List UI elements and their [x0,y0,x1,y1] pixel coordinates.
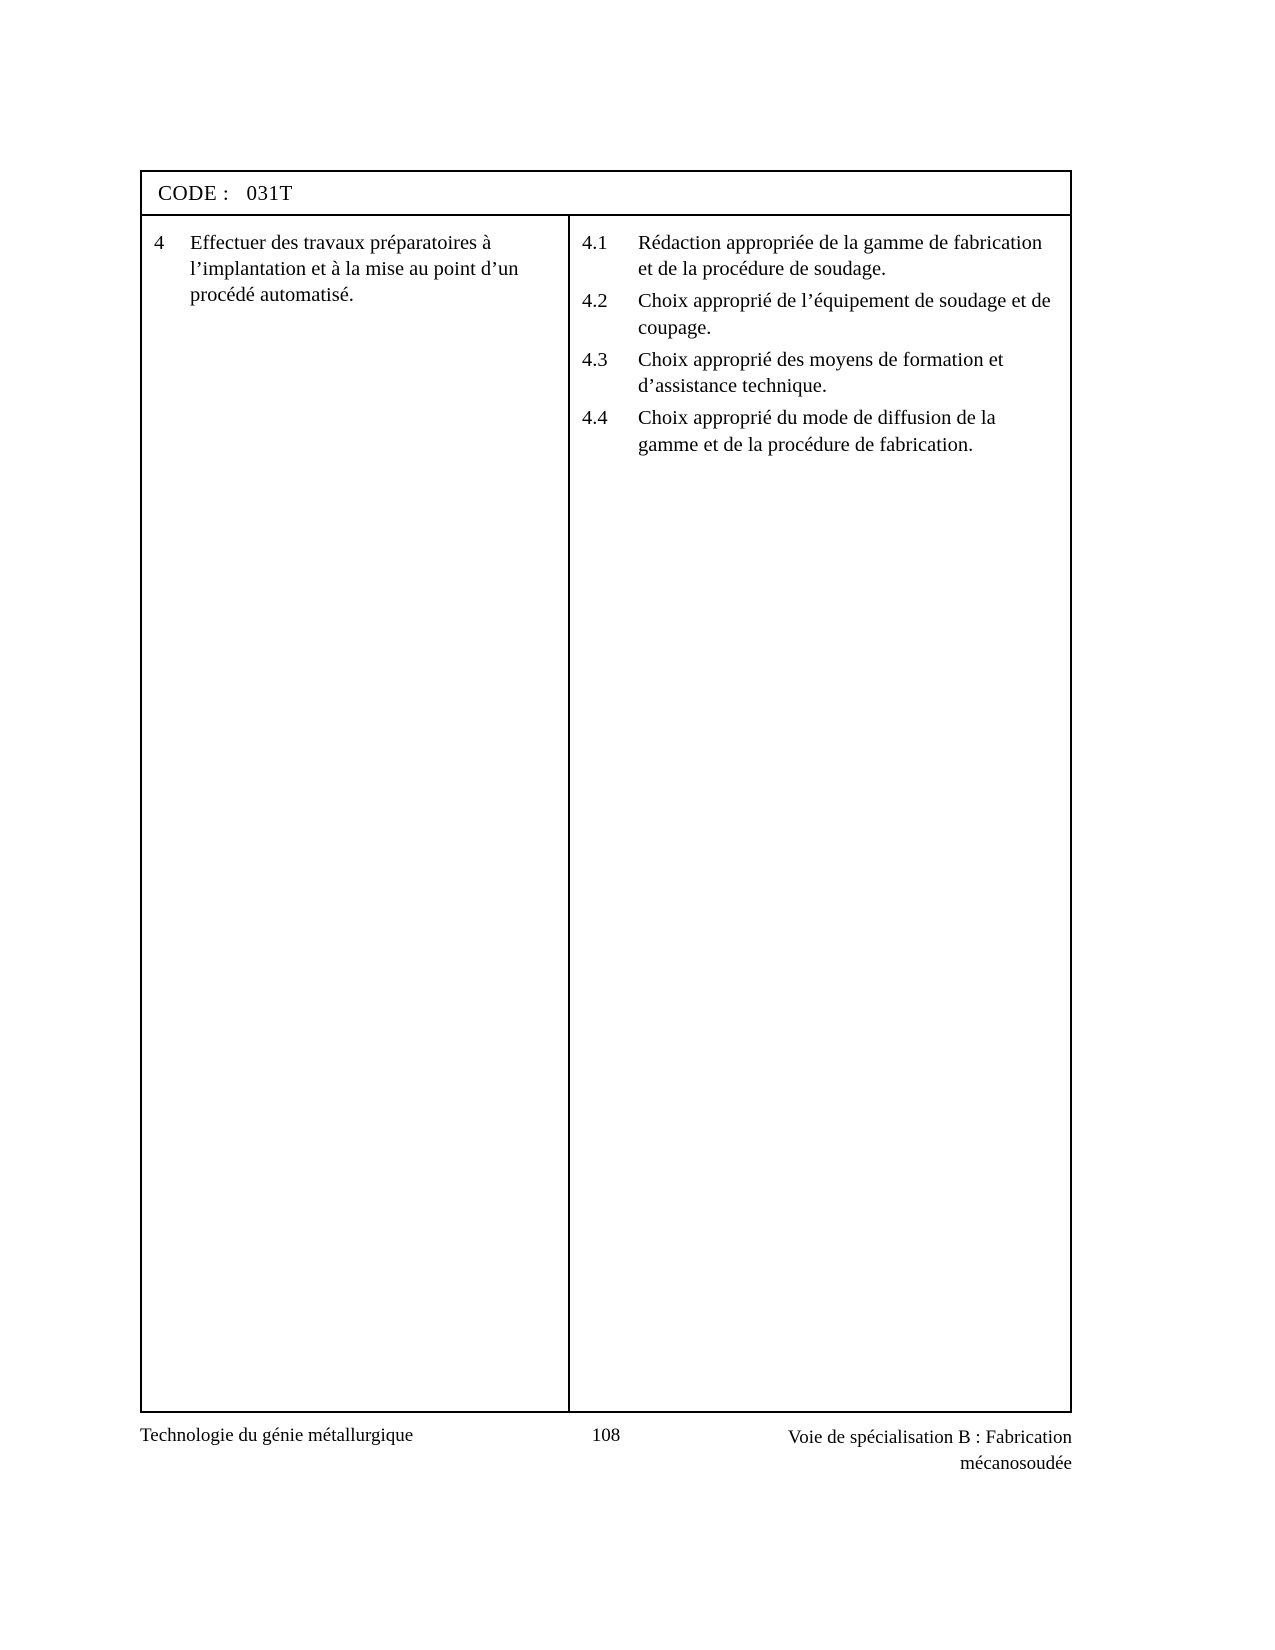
criterion-item [582,347,1056,399]
criterion-text: Choix approprié de l’équipement de soudage et de coupage. [638,290,1051,339]
code-row [142,172,1070,216]
code-label [142,181,293,206]
footer-page-number: 108 [591,1425,621,1446]
criterion-text: Choix approprié du mode de diffusion de la gamme et de la procédure de fabrication. [638,407,996,456]
criterion-item [582,405,1056,457]
criterion-item [582,230,1056,282]
criterion-number: 4.4 [582,407,608,430]
competency-table [140,170,1072,1413]
footer-left-text: Technologie du génie métallurgique [140,1425,414,1446]
code-label-text: CODE : [158,180,230,205]
criterion-item [582,288,1056,340]
competency-number: 4 [154,232,165,254]
criteria-column [570,216,1070,1411]
code-value: 031T [246,180,293,205]
criterion-text: Rédaction appropriée de la gamme de fabrication et de la procédure de soudage. [638,232,1043,281]
competency-body-row [142,216,1070,1411]
page-footer [140,1425,1072,1476]
criterion-number: 4.3 [582,348,608,371]
footer-right-text: Voie de spécialisation B : Fabrication mécanosoudée [787,1427,1072,1474]
criterion-number: 4.2 [582,290,608,313]
competency-item [154,230,556,309]
criterion-text: Choix approprié des moyens de formation et d’assistance technique. [638,348,1004,398]
competency-text: Effectuer des travaux préparatoires à l’implantation et à la mise au point d’un procédé automatisé. [190,232,519,307]
competency-column [142,216,570,1411]
criterion-number: 4.1 [582,232,608,254]
